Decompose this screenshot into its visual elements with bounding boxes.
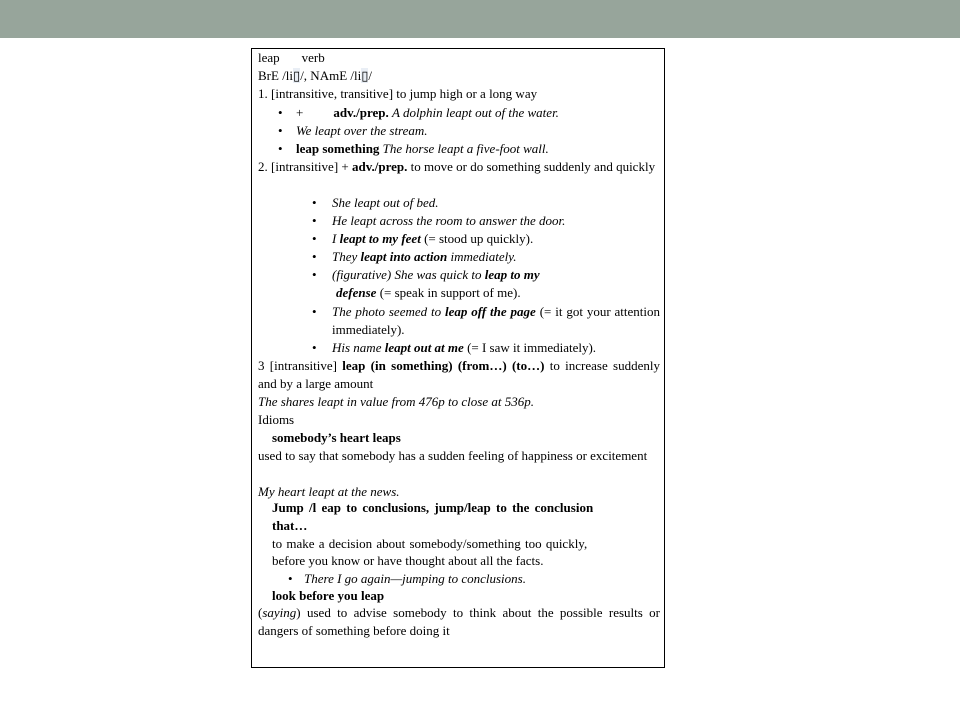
bullet: • [288, 571, 293, 586]
idiom-2-definition-2: before you know or have thought about all the facts. [272, 553, 544, 568]
part-of-speech: verb [301, 50, 325, 65]
headword: leap [258, 50, 280, 65]
sense-2-example-6: The photo seemed to leap off the page (= it got your attention immediately). [332, 304, 661, 337]
pronunciation-glyph: ▯ [361, 68, 369, 83]
sense-1-example-1: + adv./prep. A dolphin leapt out of the water. [296, 105, 559, 120]
idiom-2-phrase-cont: that… [272, 518, 308, 533]
bullet: • [278, 141, 283, 156]
bullet: • [312, 231, 317, 246]
sense-2-example-3: I leapt to my feet (= stood up quickly). [332, 231, 534, 246]
sense-3-example: The shares leapt in value from 476p to close at 536p. [258, 394, 534, 409]
sense-1-example-3: leap something The horse leapt a five-foot wall. [296, 141, 549, 156]
idiom-2-example: There I go again—jumping to conclusions. [304, 571, 526, 586]
bullet: • [278, 123, 283, 138]
pronunciation-glyph: ▯ [293, 68, 301, 83]
bullet: • [312, 213, 317, 228]
sense-1-example-2: We leapt over the stream. [296, 123, 428, 138]
idiom-3-phrase: look before you leap [272, 588, 385, 603]
sense-2-definition: 2. [intransitive] + adv./prep. to move or do something suddenly and quickly [258, 159, 656, 174]
idiom-3-definition: (saying) used to advise somebody to think about the possible results or dangers of something before doing it [258, 605, 660, 638]
bullet: • [312, 249, 317, 264]
sense-2-example-7: His name leapt out at me (= I saw it immediately). [332, 340, 597, 355]
sense-2-example-5: (figurative) She was quick to leap to my [332, 267, 540, 282]
idiom-1-definition: used to say that somebody has a sudden feeling of happiness or excitement [258, 448, 648, 463]
bullet: • [312, 304, 317, 319]
idiom-2-definition-1: to make a decision about somebody/something too quickly, [272, 536, 588, 551]
sense-2-example-4: They leapt into action immediately. [332, 249, 517, 264]
bullet: • [312, 195, 317, 210]
headword-line [258, 49, 325, 67]
idiom-1-example: My heart leapt at the news. [258, 484, 400, 499]
top-banner [0, 0, 960, 38]
idiom-2-phrase: Jump /l eap to conclusions, jump/leap to the conclusion [272, 500, 594, 515]
sense-2-example-5-cont: defense (= speak in support of me). [336, 285, 521, 300]
idioms-heading: Idioms [258, 412, 295, 427]
bullet: • [312, 267, 317, 282]
bullet: • [312, 340, 317, 355]
sense-3-definition: 3 [intransitive] leap (in something) (from…) (to…) to increase suddenly and by a large amount [258, 358, 660, 391]
idiom-1-phrase: somebody’s heart leaps [272, 430, 401, 445]
pronunciation-line: BrE /li▯/, NAmE /li▯/ [258, 68, 372, 83]
sense-2-example-2: He leapt across the room to answer the door. [332, 213, 566, 228]
bullet: • [278, 105, 283, 120]
sense-1-definition: 1. [intransitive, transitive] to jump high or a long way [258, 86, 538, 101]
sense-2-example-1: She leapt out of bed. [332, 195, 439, 210]
dictionary-entry-page [251, 48, 665, 668]
